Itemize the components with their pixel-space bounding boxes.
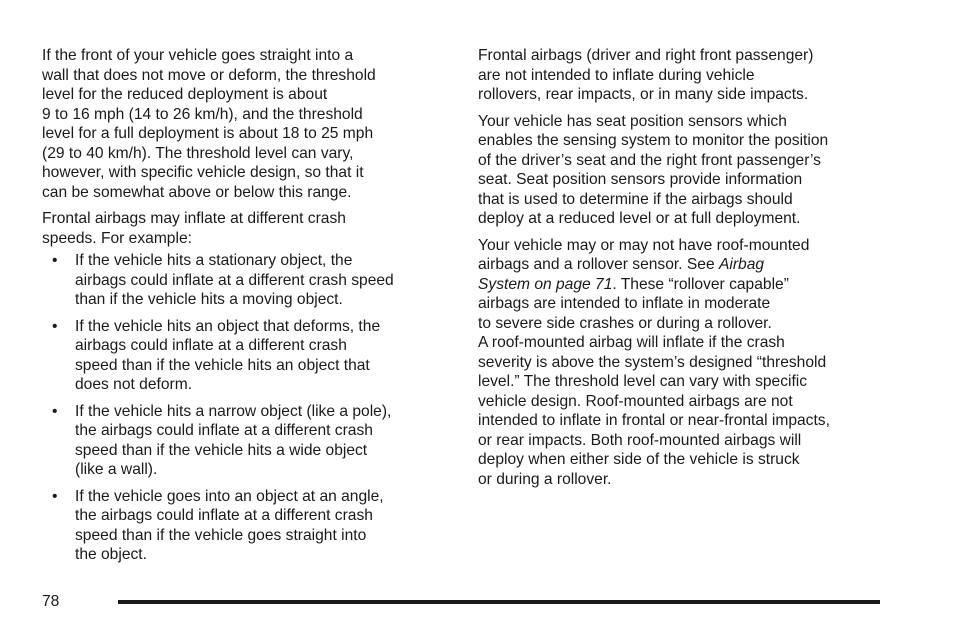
text-line: however, with specific vehicle design, so that it bbox=[42, 164, 364, 181]
text-line: level.” The threshold level can vary with specific bbox=[478, 373, 808, 390]
text-segment: airbags and a rollover sensor. See bbox=[478, 256, 719, 273]
crash-speeds-paragraph bbox=[42, 209, 452, 248]
footer-rule bbox=[118, 600, 880, 604]
bullet-icon: • bbox=[52, 487, 58, 505]
text-line: of the driver’s seat and the right front passenger’s bbox=[478, 151, 821, 169]
text-line: 9 to 16 mph (14 to 26 km/h), and the threshold bbox=[42, 105, 363, 123]
cross-reference-link[interactable]: Airbag bbox=[718, 256, 765, 273]
text-line: If the vehicle hits a stationary object, the bbox=[75, 252, 353, 269]
text-line: If the vehicle hits a narrow object (like a pole), bbox=[75, 402, 392, 420]
text-line: Your vehicle has seat position sensors which bbox=[478, 112, 787, 130]
text-line bbox=[478, 275, 898, 295]
bullet-icon: • bbox=[52, 252, 58, 269]
list-item bbox=[42, 402, 452, 480]
text-line: can be somewhat above or below this range. bbox=[42, 183, 352, 201]
text-line: deploy when either side of the vehicle is struck bbox=[478, 451, 800, 468]
seat-sensors-paragraph bbox=[478, 112, 898, 229]
text-line: vehicle design. Roof-mounted airbags are not bbox=[478, 392, 793, 410]
text-line: the airbags could inflate at a different crash bbox=[75, 507, 373, 524]
text-line: (like a wall). bbox=[75, 461, 158, 478]
text-line: level for the reduced deployment is about bbox=[42, 86, 328, 103]
text-line: deploy at a reduced level or at full deployment. bbox=[478, 210, 801, 227]
text-line: If the vehicle goes into an object at an angle, bbox=[75, 487, 384, 505]
text-line: airbags are intended to inflate in moderate bbox=[478, 295, 771, 312]
text-line: speed than if the vehicle hits an object that bbox=[75, 356, 370, 374]
text-line: If the vehicle hits an object that deforms, the bbox=[75, 317, 381, 335]
page-number: 78 bbox=[42, 593, 60, 610]
text-segment: . These “rollover capable” bbox=[612, 275, 789, 293]
text-line: A roof-mounted airbag will inflate if the crash bbox=[478, 334, 785, 351]
text-line: speed than if the vehicle hits a wide object bbox=[75, 441, 368, 459]
left-column bbox=[42, 46, 452, 572]
text-line: If the front of your vehicle goes straight into a bbox=[42, 47, 354, 64]
list-item bbox=[42, 251, 452, 310]
text-line: airbags could inflate at a different crash speed bbox=[75, 271, 394, 289]
text-line: to severe side crashes or during a rollover. bbox=[478, 314, 772, 332]
text-line: Frontal airbags (driver and right front passenger) bbox=[478, 47, 814, 64]
text-line: does not deform. bbox=[75, 376, 193, 393]
text-line: rollovers, rear impacts, or in many side impacts. bbox=[478, 86, 809, 103]
text-line: that is used to determine if the airbags should bbox=[478, 190, 793, 208]
text-line: Frontal airbags may inflate at different crash bbox=[42, 210, 346, 227]
bullet-icon: • bbox=[52, 317, 58, 335]
threshold-paragraph bbox=[42, 46, 452, 202]
text-line: enables the sensing system to monitor the position bbox=[478, 132, 829, 149]
text-line bbox=[478, 255, 898, 275]
text-line: Your vehicle may or may not have roof-mounted bbox=[478, 236, 810, 254]
text-line: or rear impacts. Both roof-mounted airbags will bbox=[478, 431, 802, 449]
text-line: level for a full deployment is about 18 to 25 mph bbox=[42, 125, 374, 142]
text-line: intended to inflate in frontal or near-frontal impacts, bbox=[478, 412, 830, 429]
text-line: seat. Seat position sensors provide information bbox=[478, 171, 803, 188]
text-line: the object. bbox=[75, 546, 147, 563]
text-line: (29 to 40 km/h). The threshold level can vary, bbox=[42, 144, 354, 162]
text-line: the airbags could inflate at a different crash bbox=[75, 422, 373, 439]
text-line: speed than if the vehicle goes straight into bbox=[75, 526, 367, 544]
right-column bbox=[478, 46, 898, 496]
bullet-icon: • bbox=[52, 402, 58, 420]
text-line: than if the vehicle hits a moving object. bbox=[75, 291, 343, 308]
list-item bbox=[42, 317, 452, 395]
text-line: are not intended to inflate during vehicle bbox=[478, 66, 755, 84]
text-line: or during a rollover. bbox=[478, 470, 612, 488]
text-line: severity is above the system’s designed “threshold bbox=[478, 353, 827, 371]
examples-list bbox=[42, 251, 452, 565]
frontal-airbags-paragraph bbox=[478, 46, 898, 105]
cross-reference-link[interactable]: System on page 71 bbox=[478, 275, 613, 293]
text-line: airbags could inflate at a different crash bbox=[75, 337, 347, 354]
text-line: speeds. For example: bbox=[42, 229, 192, 247]
roof-airbags-paragraph bbox=[478, 236, 898, 490]
text-line: wall that does not move or deform, the threshold bbox=[42, 66, 376, 84]
list-item bbox=[42, 487, 452, 565]
